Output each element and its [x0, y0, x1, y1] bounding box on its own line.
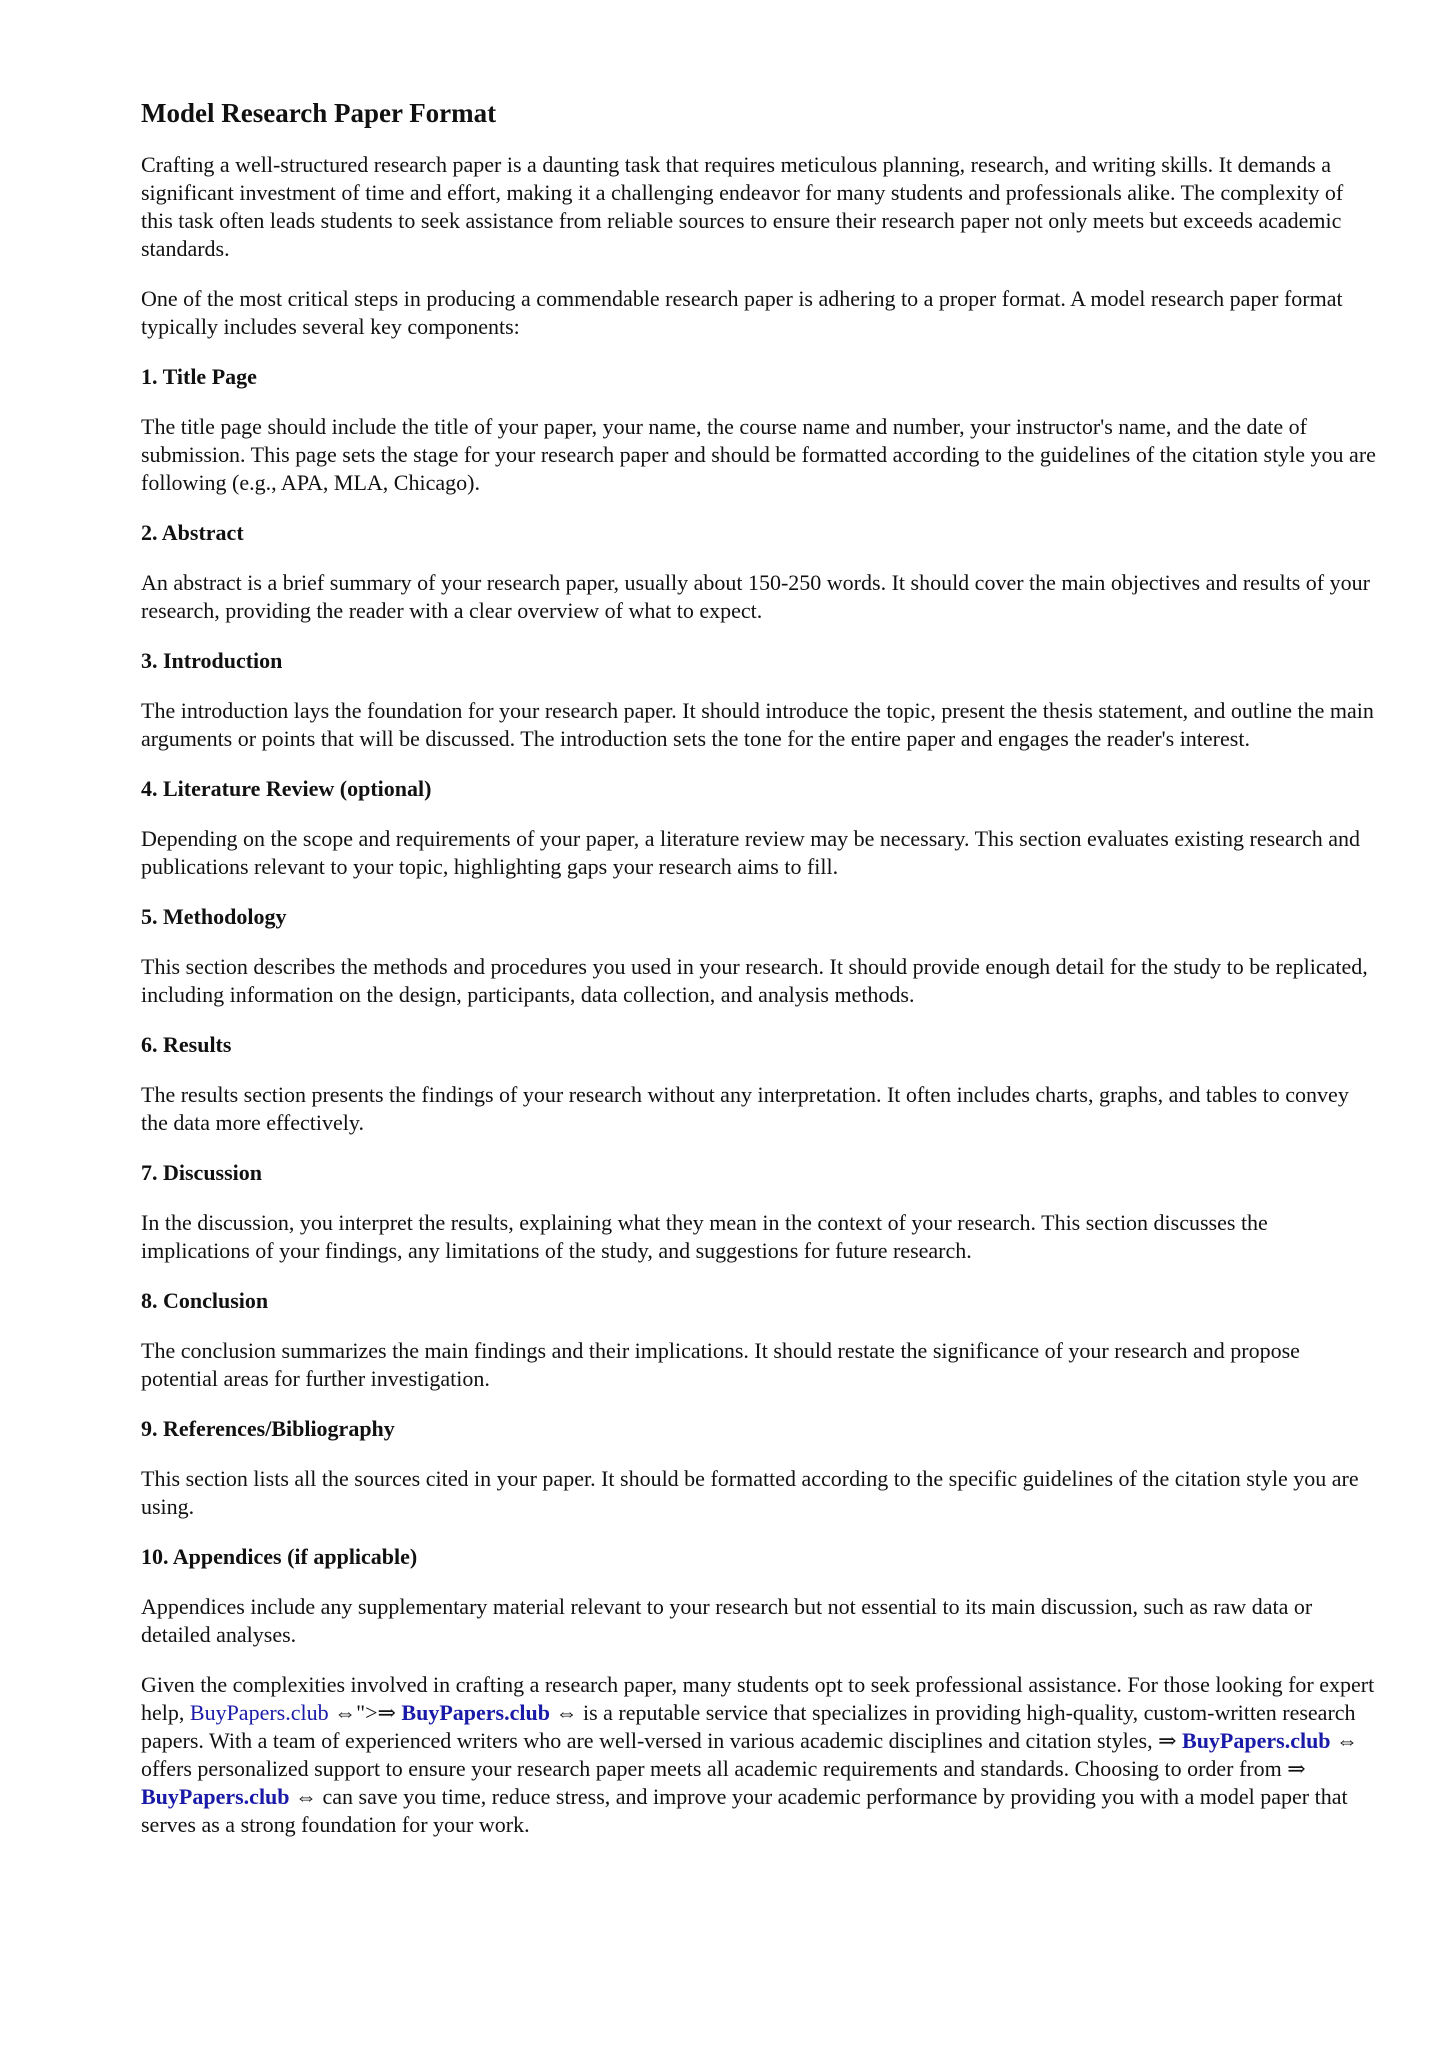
double-arrow-icon: ⇔: [1336, 1728, 1359, 1753]
section-heading-discussion: 7. Discussion: [141, 1160, 263, 1185]
intro-paragraph-2: One of the most critical steps in producing a commendable research paper is adhering to a proper format. A model research paper format typically includes several key components:: [141, 286, 1343, 339]
buypapers-link-plain[interactable]: BuyPapers.club: [189, 1700, 329, 1725]
section-body-introduction: The introduction lays the foundation for your research paper. It should introduce the topic, present the thesis statement, and outline the main arguments or points that will be discussed. The introduction sets the tone for the entire paper and engages the reader's interest.: [141, 698, 1374, 751]
page-title: Model Research Paper Format: [141, 98, 497, 128]
intro-paragraph-1: Crafting a well-structured research paper is a daunting task that requires meticulous planning, research, and writing skills. It demands a significant investment of time and effort, making it a challenging endeavor for many students and professionals alike. The complexity of this task often leads students to seek assistance from reliable sources to ensure their research paper not only meets but exceeds academic standards.: [141, 152, 1344, 261]
section-body-results: The results section presents the findings of your research without any interpretation. It often includes charts, graphs, and tables to convey the data more effectively.: [141, 1082, 1349, 1135]
section-heading-title-page: 1. Title Page: [141, 364, 257, 389]
section-body-literature-review: Depending on the scope and requirements of your paper, a literature review may be necessary. This section evaluates existing research and publications relevant to your topic, highlighting gaps your research aims to fill.: [141, 826, 1361, 879]
closing-text-2: is a reputable service that specializes in providing high-quality, custom-written research papers. With a team of experienced writers who are well-versed in various academic disciplines and citation styles,: [141, 1700, 1356, 1753]
arrow-right-icon: ⇒: [377, 1700, 396, 1725]
section-body-title-page: The title page should include the title of your paper, your name, the course name and number, your instructor's name, and the date of submission. This page sets the stage for your research paper and should be formatted according to the guidelines of the citation style you are following (e.g., APA, MLA, Chicago).: [141, 414, 1376, 495]
closing-text-4: can save you time, reduce stress, and improve your academic performance by providing you with a model paper that serves as a strong foundation for your work.: [141, 1784, 1348, 1837]
section-heading-results: 6. Results: [141, 1032, 232, 1057]
section-heading-conclusion: 8. Conclusion: [141, 1288, 269, 1313]
section-heading-introduction: 3. Introduction: [141, 648, 283, 673]
buypapers-link-bold-2[interactable]: BuyPapers.club: [1182, 1728, 1331, 1753]
arrow-right-icon: ⇒: [1287, 1756, 1306, 1781]
arrow-right-icon: ⇒: [1158, 1728, 1177, 1753]
buypapers-link-bold-1[interactable]: BuyPapers.club: [401, 1700, 550, 1725]
section-heading-literature-review: 4. Literature Review (optional): [141, 776, 432, 801]
section-heading-references: 9. References/Bibliography: [141, 1416, 395, 1441]
closing-text-3: offers personalized support to ensure your research paper meets all academic requirements and standards. Choosing to order from: [141, 1756, 1288, 1781]
buypapers-link-bold-3[interactable]: BuyPapers.club: [141, 1784, 290, 1809]
document-page: [141, 96, 1377, 1861]
double-arrow-icon: ⇔: [295, 1784, 318, 1809]
section-body-discussion: In the discussion, you interpret the results, explaining what they mean in the context of your research. This section discusses the implications of your findings, any limitations of the study, and suggestions for future research.: [141, 1210, 1268, 1263]
section-body-conclusion: The conclusion summarizes the main findings and their implications. It should restate the significance of your research and propose potential areas for further investigation.: [141, 1338, 1300, 1391]
double-arrow-icon: ⇔: [555, 1700, 578, 1725]
section-body-references: This section lists all the sources cited in your paper. It should be formatted according to the specific guidelines of the citation style you are using.: [141, 1466, 1359, 1519]
section-body-methodology: This section describes the methods and procedures you used in your research. It should provide enough detail for the study to be replicated, including information on the design, participants, data collection, and analysis methods.: [141, 954, 1368, 1007]
section-body-abstract: An abstract is a brief summary of your research paper, usually about 150-250 words. It should cover the main objectives and results of your research, providing the reader with a clear overview of what to expect.: [141, 570, 1370, 623]
closing-text-1: Given the complexities involved in crafting a research paper, many students opt to seek professional assistance. For those looking for expert help,: [141, 1672, 1375, 1725]
section-heading-appendices: 10. Appendices (if applicable): [141, 1544, 418, 1569]
closing-artifact: ⇔">: [328, 1700, 378, 1725]
section-body-appendices: Appendices include any supplementary material relevant to your research but not essential to its main discussion, such as raw data or detailed analyses.: [141, 1594, 1313, 1647]
section-heading-abstract: 2. Abstract: [141, 520, 244, 545]
closing-paragraph: [141, 1671, 1377, 1839]
section-heading-methodology: 5. Methodology: [141, 904, 287, 929]
